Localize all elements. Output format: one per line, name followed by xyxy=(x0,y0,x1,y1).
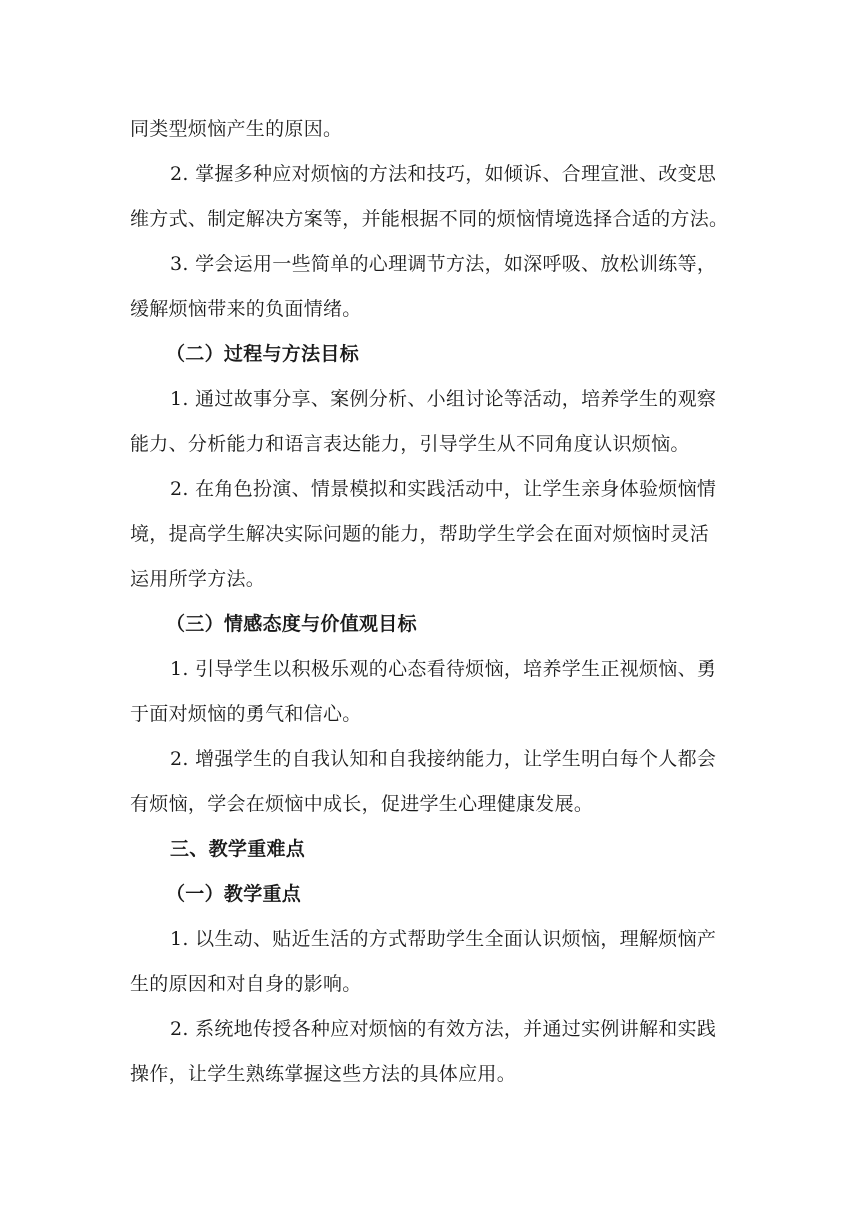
paragraph-line: 境，提高学生解决实际问题的能力，帮助学生学会在面对烦恼时灵活 xyxy=(130,523,710,545)
paragraph-line: 缓解烦恼带来的负面情绪。 xyxy=(130,298,362,320)
paragraph-line: 同类型烦恼产生的原因。 xyxy=(130,118,343,140)
paragraph-line: 2. 系统地传授各种应对烦恼的有效方法，并通过实例讲解和实践 xyxy=(170,1018,717,1040)
paragraph-line: 于面对烦恼的勇气和信心。 xyxy=(130,703,362,725)
section-heading: （二）过程与方法目标 xyxy=(166,343,360,365)
paragraph-line: 维方式、制定解决方案等，并能根据不同的烦恼情境选择合适的方法。 xyxy=(130,208,729,230)
paragraph-line: 有烦恼，学会在烦恼中成长，促进学生心理健康发展。 xyxy=(130,793,594,815)
section-heading: （三）情感态度与价值观目标 xyxy=(166,613,417,635)
paragraph-line: 运用所学方法。 xyxy=(130,568,266,590)
paragraph-line: 能力、分析能力和语言表达能力，引导学生从不同角度认识烦恼。 xyxy=(130,433,690,455)
chapter-heading: 三、教学重难点 xyxy=(170,838,306,860)
section-heading: （一）教学重点 xyxy=(166,883,302,905)
paragraph-line: 3. 学会运用一些简单的心理调节方法，如深呼吸、放松训练等， xyxy=(170,253,717,275)
paragraph-line: 1. 通过故事分享、案例分析、小组讨论等活动，培养学生的观察 xyxy=(170,388,717,410)
paragraph-line: 2. 在角色扮演、情景模拟和实践活动中，让学生亲身体验烦恼情 xyxy=(170,478,717,500)
document-page xyxy=(130,107,730,1097)
paragraph-line: 1. 引导学生以积极乐观的心态看待烦恼，培养学生正视烦恼、勇 xyxy=(170,658,717,680)
paragraph-line: 1. 以生动、贴近生活的方式帮助学生全面认识烦恼，理解烦恼产 xyxy=(170,928,717,950)
paragraph-line: 生的原因和对自身的影响。 xyxy=(130,973,362,995)
paragraph-line: 2. 增强学生的自我认知和自我接纳能力，让学生明白每个人都会 xyxy=(170,748,717,770)
paragraph-line: 操作，让学生熟练掌握这些方法的具体应用。 xyxy=(130,1063,517,1085)
paragraph-line: 2. 掌握多种应对烦恼的方法和技巧，如倾诉、合理宣泄、改变思 xyxy=(170,163,717,185)
